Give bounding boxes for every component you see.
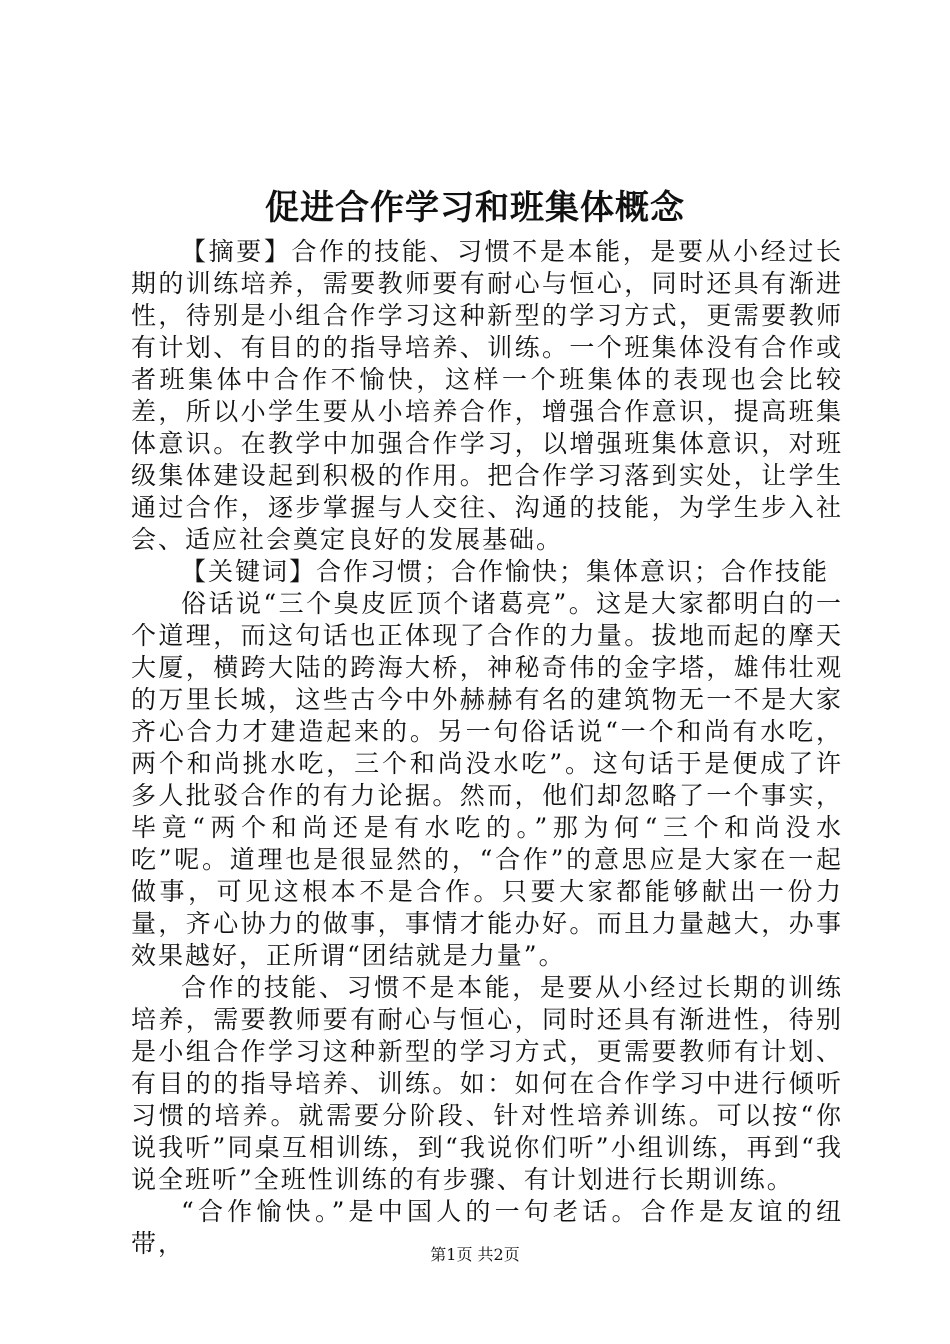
body-paragraph: 俗话说“三个臭皮匠顶个诸葛亮”。这是大家都明白的一个道理，而这句话也正体现了合作的力量。拔地而起的摩天大厦，横跨大陆的跨海大桥，神秘奇伟的金字塔，雄伟壮观的万里长城，这些古今中外赫赫有名的建筑物无一不是大家齐心合力才建造起来的。另一句俗话说“一个和尚有水吃，两个和尚挑水吃，三个和尚没水吃”。这句话于是便成了许多人批驳合作的有力论据。然而，他们却忽略了一个事实，毕竟“两个和尚还是有水吃的。”那为何“三个和尚没水吃”呢。道理也是很显然的，“合作”的意思应是大家在一起做事，可见这根本不是合作。只要大家都能够献出一份力量，齐心协力的做事，事情才能办好。而且力量越大，办事效果越好，正所谓“团结就是力量”。 bbox=[131, 589, 843, 970]
document-title: 促进合作学习和班集体概念 bbox=[265, 188, 685, 228]
body-paragraph: 合作的技能、习惯不是本能，是要从小经过长期的训练培养，需要教师要有耐心与恒心，同时还具有渐进性，待别是小组合作学习这种新型的学习方式，更需要教师有计划、有目的的指导培养、训练。如：如何在合作学习中进行倾听习惯的培养。就需要分阶段、针对性培养训练。可以按“你说我听”同桌互相训练，到“我说你们听”小组训练，再到“我说全班听”全班性训练的有步骤、有计划进行长期训练。 bbox=[131, 973, 843, 1194]
page-footer: 第1页 共2页 bbox=[430, 1245, 520, 1264]
keywords-paragraph: 【关键词】合作习惯；合作愉快；集体意识；合作技能 bbox=[181, 557, 830, 586]
body-paragraph: “合作愉快。”是中国人的一句老话。合作是友谊的纽带， bbox=[131, 1197, 843, 1258]
abstract-paragraph: 【摘要】合作的技能、习惯不是本能，是要从小经过长期的训练培养，需要教师要有耐心与恒心，同时还具有渐进性，待别是小组合作学习这种新型的学习方式，更需要教师有计划、有目的的指导培养、训练。一个班集体没有合作或者班集体中合作不愉快，这样一个班集体的表现也会比较差，所以小学生要从小培养合作，增强合作意识，提高班集体意识。在教学中加强合作学习，以增强班集体意识，对班级集体建设起到积极的作用。把合作学习落到实处，让学生通过合作，逐步掌握与人交往、沟通的技能，为学生步入社会、适应社会奠定良好的发展基础。 bbox=[131, 237, 843, 554]
document-body bbox=[131, 236, 843, 1260]
